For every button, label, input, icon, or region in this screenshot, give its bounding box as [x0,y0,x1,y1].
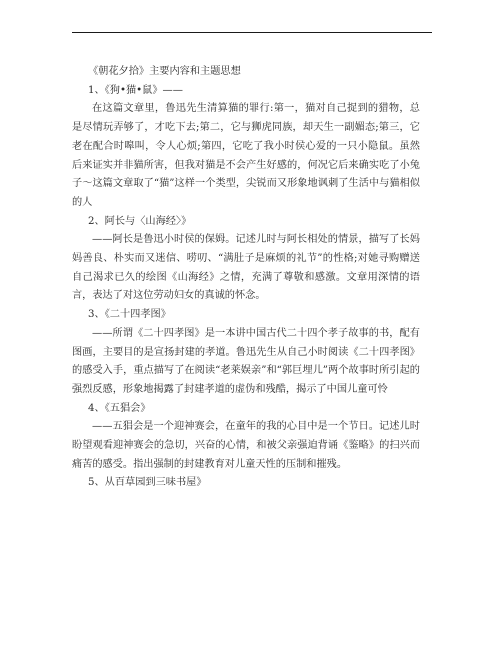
section-2-body: ——阿长是鲁迅小时侯的保姆。记述儿时与阿长相处的情景，描写了长妈妈善良、朴实而又迷信、唠叨、“满肚子是麻烦的礼节”的性格;对她寻购赠送自己渴求已久的绘图《山海经》之情，充满了尊敬和感激。文章用深情的语言，表达了对这位劳动妇女的真诚的怀念。 [72,234,420,302]
section-4-heading: 4、《五猖会》 [88,402,151,414]
section-2-heading: 2、阿长与〈山海经〉》 [88,215,192,227]
section-1-body: 在这篇文章里，鲁迅先生清算猫的罪行:第一，猫对自己捉到的猎物，总是尽情玩弄够了，才吃下去;第二，它与狮虎同族，却天生一副媚态;第三，它老在配合时嗥叫，令人心烦;第四，它吃了我小时侯心爱的一只小隐鼠。虽然后来证实并非猫所害，但我对猫是不会产生好感的，何况它后来确实吃了小兔子～这篇文章取了“猫”这样一个类型，尖锐而又形象地讽刺了生活中与猫相似的人 [72,103,420,208]
section-3-heading: 3、《二十四孝图》 [88,309,171,321]
section-4-body: ——五猖会是一个迎神赛会，在童年的我的心目中是一个节日。记述儿时盼望观看迎神赛会的急切，兴奋的心情，和被父亲强迫背诵《鉴略》的扫兴而痛苦的感受。指出强制的封建教育对儿童天性的压制和摧残。 [72,421,420,470]
document-content [72,63,428,493]
document-title: 《朝花夕拾》主要内容和主题思想 [88,66,241,77]
section-1-heading: 1、《狗•猫•鼠》—— [88,84,183,96]
header-rule [72,32,432,33]
section-3-body: ——所谓《二十四孝图》是一本讲中国古代二十四个孝子故事的书，配有图画，主要目的是宣扬封建的孝道。鲁迅先生从自己小时阅读《二十四孝图》的感受入手，重点描写了在阅读“老莱娱亲”和“郭巨埋儿”两个故事时所引起的强烈反感，形象地揭露了封建孝道的虚伪和残酷，揭示了中国儿童可怜 [72,327,420,395]
section-5-heading: 5、从百草园到三味书屋》 [88,477,207,489]
